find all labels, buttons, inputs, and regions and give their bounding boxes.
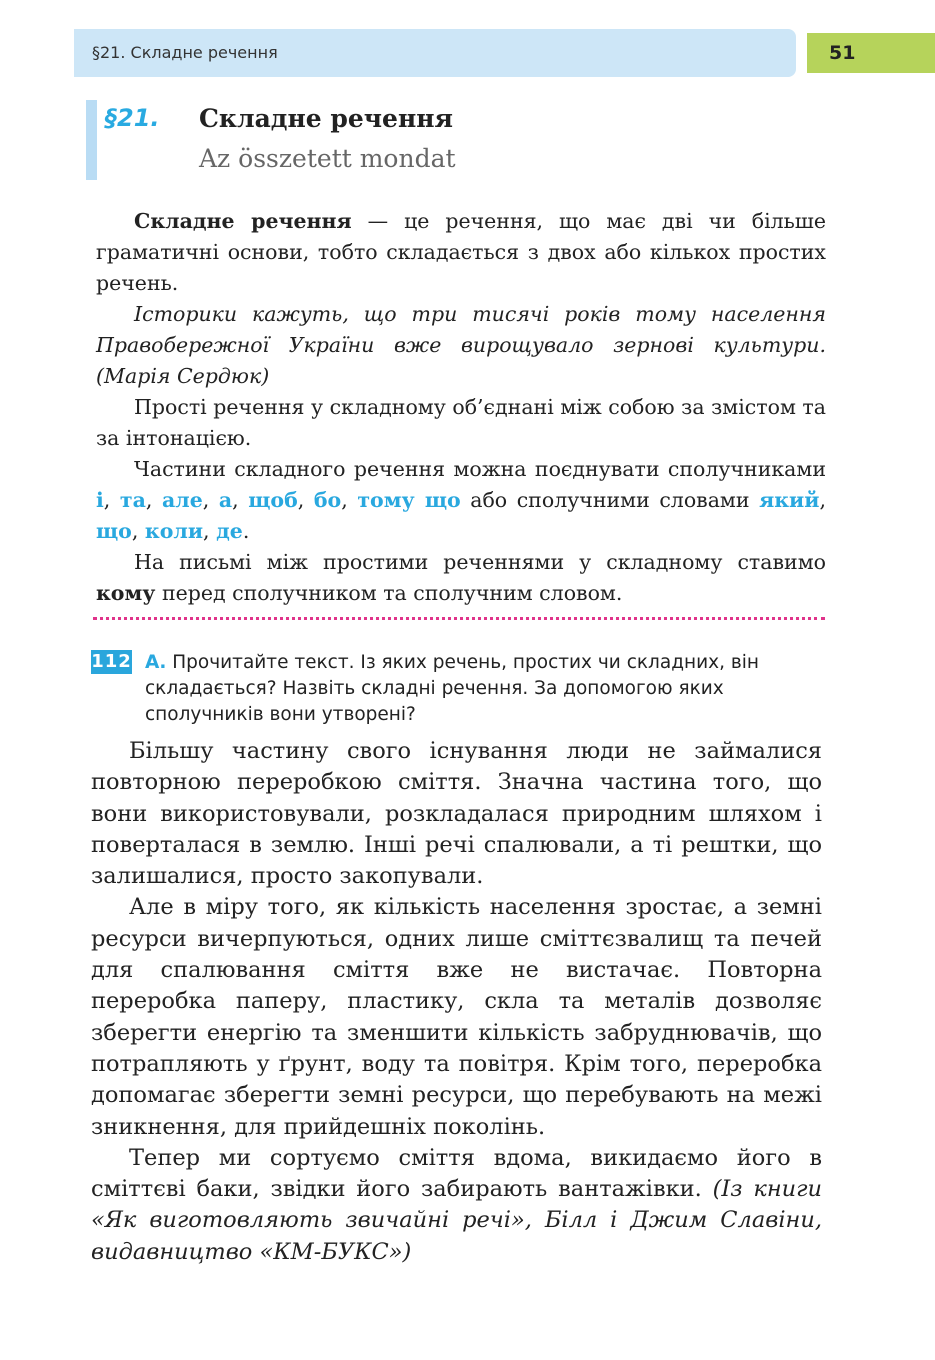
page-number: 51: [829, 42, 856, 64]
rule-punctuation: На письмі між простими реченнями у складному ставимо кому перед сполучником та сполучним словом.: [96, 550, 826, 605]
rule-block: [96, 206, 826, 609]
exercise-instruction: А. Прочитайте текст. Із яких речень, простих чи складних, він складається? Назвіть складні речення. За допомогою яких сполучників вони утворені?: [145, 652, 759, 725]
passage-paragraph: Більшу частину свого існування люди не займалися повторною переробкою сміття. Значна частина того, що вони використовували, розкладалася природним шляхом і поверталася в землю. Інші речі спалювали, а ті рештки, що залишалися, просто закопували.: [91, 738, 822, 890]
conj-word: бо: [313, 488, 342, 512]
rule-intonation: Прості речення у складному об’єднані між собою за змістом та за інтонацією.: [96, 395, 826, 450]
conj-word: що: [96, 519, 132, 543]
running-title: §21. Складне речення: [92, 43, 278, 62]
rule-conjunctions: Частини складного речення можна поєднувати сполучниками і, та, але, а, щоб, бо, тому що або сполучними словами який, що, коли, де.: [96, 457, 826, 543]
conj-word: та: [119, 488, 146, 512]
exercise-number: 112: [91, 651, 132, 672]
running-header: [74, 29, 796, 77]
rule-term: Складне речення: [134, 209, 352, 233]
passage-paragraph: Але в міру того, як кількість населення зростає, а земні ресурси вичерпуються, одних лише сміттєзвалищ та печей для спалювання сміття вже не вистачає. Повторна переробка паперу, пластику, скла та металів дозволяє зберегти енергію та зменшити кількість забруднювачів, що потрапляють у ґрунт, воду та повітря. Крім того, переробка допомагає зберегти земні ресурси, що перебувають на межі зникнення, для прийдешніх поколінь.: [91, 894, 822, 1140]
section-number: §21.: [105, 104, 160, 132]
section-title: Складне речення: [199, 104, 454, 133]
conj-word: коли: [144, 519, 204, 543]
rule-keyword: кому: [96, 581, 156, 605]
exercise-letter: А.: [145, 652, 167, 673]
conj-word: але: [161, 488, 203, 512]
conj-word: тому що: [357, 488, 461, 512]
dotted-divider: [93, 617, 825, 620]
page-number-tab: [807, 33, 935, 73]
conj-word: щоб: [248, 488, 298, 512]
passage-paragraph: Тепер ми сортуємо сміття вдома, викидаємо його в сміттєві баки, звідки його забирають вантажівки. (Із книги «Як виготовляють звичайні речі», Білл і Джим Славіни, видавництво «КМ-БУКС»): [91, 1144, 822, 1265]
section-subtitle: Az összetett mondat: [199, 144, 456, 173]
rule-definition: Складне речення — це речення, що має дві чи більше граматичні основи, тобто складається з двох або кількох простих речень.: [96, 209, 826, 295]
conj-word: де: [216, 519, 243, 543]
rule-example: Історики кажуть, що три тисячі років тому населення Правобережної України вже вирощувало зернові культури. (Марія Сердюк): [96, 302, 826, 388]
heading-accent-bar: [86, 100, 97, 180]
passage-source: (Із книги «Як виготовляють звичайні речі», Білл і Джим Славіни, видавництво «КМ-БУКС»): [91, 1176, 822, 1265]
conj-word: а: [218, 488, 233, 512]
conj-word: і: [96, 488, 104, 512]
conj-word: який: [759, 488, 820, 512]
reading-passage: [91, 736, 822, 1268]
